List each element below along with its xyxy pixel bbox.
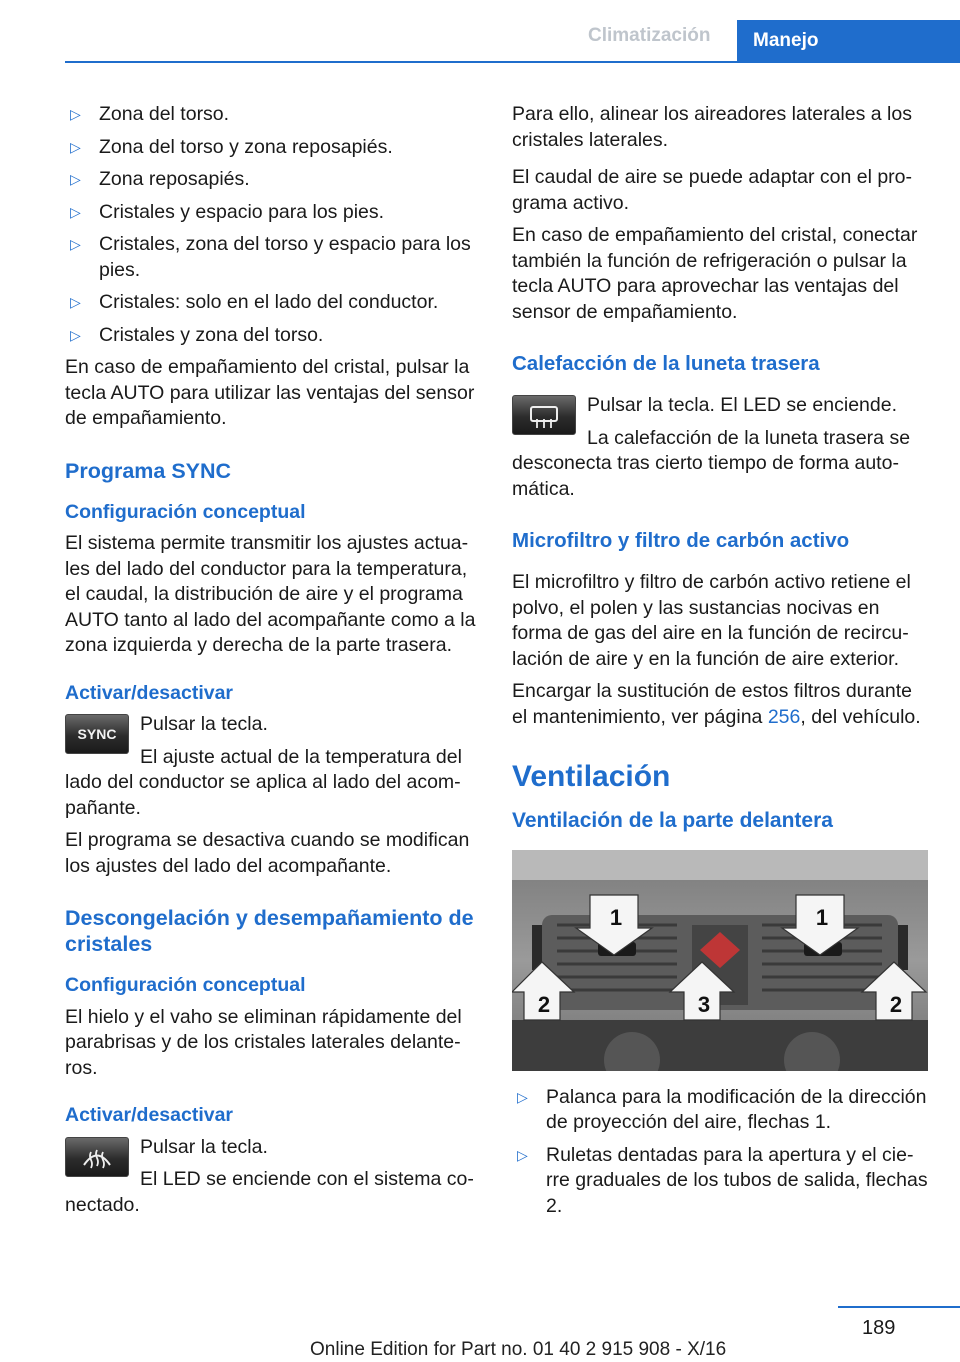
subheading-concept: Configuración conceptual xyxy=(65,500,306,523)
paragraph: En caso de empañamiento del cristal, conectar también la función de refrigeración o pulsar la tecla AUTO para aprovechar las ventajas del sensor de empañamiento. xyxy=(512,224,918,323)
front-vents-photo xyxy=(512,850,928,1071)
figure-label-1: 1 xyxy=(815,904,829,930)
paragraph: Pulsar la tecla. xyxy=(140,713,268,735)
figure-label-2: 2 xyxy=(889,991,903,1017)
paragraph: El sistema permite transmitir los ajustes actuales del lado del conductor para la temperatura, el caudal, la distribución de aire y el programa AUTO tanto al lado del acompañante como a la zona izquierda y derecha de la parte trasera. xyxy=(65,532,476,656)
list-item: ▷ Zona reposapiés. xyxy=(65,167,480,193)
list-item: ▷ Cristales y zona del torso. xyxy=(65,323,480,349)
paragraph: El programa se desactiva cuando se modifican los ajustes del lado del acompañante. xyxy=(65,829,470,877)
figure-label-3: 3 xyxy=(697,991,711,1017)
triangle-bullet-icon: ▷ xyxy=(70,171,81,187)
defrost-instruction xyxy=(65,1135,480,1219)
page-number: 189 xyxy=(862,1317,896,1339)
list-item: ▷ Cristales, zona del torso y espacio para los pies. xyxy=(70,233,471,281)
list-item: ▷ Ruletas dentadas para la apertura y el cierre graduales de los tubos de salida, flechas 2. xyxy=(517,1143,928,1217)
triangle-bullet-icon: ▷ xyxy=(70,294,81,310)
heading-defrost: Descongelación y desempañamiento de cristales xyxy=(65,906,474,956)
paragraph: El LED se enciende con el sistema conectado. xyxy=(65,1168,474,1216)
left-column xyxy=(65,102,480,1225)
heading-ventilation: Ventilación xyxy=(512,760,671,793)
list-item: ▷ Palanca para la modificación de la dirección de proyección del aire, flechas 1. xyxy=(517,1085,927,1133)
footer-rule xyxy=(0,1306,960,1308)
paragraph: Para ello, alinear los aireadores laterales a los cristales laterales. xyxy=(512,103,912,151)
paragraph: El hielo y el vaho se eliminan rápidamente del parabrisas y de los cristales laterales delanteros. xyxy=(65,1005,462,1079)
list-item: ▷ Zona del torso y zona reposapiés. xyxy=(65,135,480,161)
subheading-toggle: Activar/desactivar xyxy=(65,681,234,704)
list-item: ▷ Zona del torso. xyxy=(65,102,480,128)
rear-window-heating-icon xyxy=(512,395,576,435)
heading-front-ventilation: Ventilación de la parte delantera xyxy=(512,808,833,832)
triangle-bullet-icon: ▷ xyxy=(70,138,81,155)
figure-label-2: 2 xyxy=(537,991,551,1017)
paragraph: Pulsar la tecla. xyxy=(140,1135,268,1158)
airflow-zone-list xyxy=(65,102,480,348)
subheading-concept: Configuración conceptual xyxy=(65,974,306,996)
paragraph: En caso de empañamiento del cristal, pulsar la tecla AUTO para utilizar las ventajas del sensor de empañamiento. xyxy=(65,356,475,429)
triangle-bullet-icon: ▷ xyxy=(517,1146,528,1163)
list-item: ▷ Cristales y espacio para los pies. xyxy=(65,200,480,226)
chapter-tab: Manejo xyxy=(737,20,960,62)
page-reference-link[interactable]: 256 xyxy=(767,705,801,728)
triangle-bullet-icon: ▷ xyxy=(70,203,81,220)
figure-label-1: 1 xyxy=(609,904,623,930)
heading-sync: Programa SYNC xyxy=(65,458,232,483)
sync-instruction xyxy=(65,712,480,821)
triangle-bullet-icon: ▷ xyxy=(70,326,81,343)
heading-rear-window: Calefacción de la luneta trasera xyxy=(512,352,820,375)
subheading-toggle: Activar/desactivar xyxy=(65,1104,234,1126)
vent-control-list xyxy=(512,1085,928,1220)
heading-filter: Microfiltro y filtro de carbón activo xyxy=(512,529,850,552)
paragraph: El caudal de aire se puede adaptar con el programa activo. xyxy=(512,166,913,214)
rear-defrost-instruction xyxy=(512,393,928,502)
paragraph: El microfiltro y filtro de carbón activo retiene el polvo, el polen y las sustancias nocivas en forma de gas del aire en la función de recirculación de aire y en la función de aire exterior. xyxy=(512,571,911,670)
sync-button-icon: SYNC xyxy=(65,714,129,754)
paragraph: Encargar la sustitución de estos filtros durante el mantenimiento, ver página 256, del vehículo. xyxy=(512,680,921,728)
triangle-bullet-icon: ▷ xyxy=(70,236,81,252)
section-tab: Climatización xyxy=(588,25,711,46)
right-column xyxy=(512,102,928,1226)
windshield-defrost-icon xyxy=(65,1137,129,1177)
header-rule xyxy=(65,61,960,63)
paragraph: La calefacción de la luneta trasera se desconecta tras cierto tiempo de forma automática. xyxy=(512,426,911,500)
triangle-bullet-icon: ▷ xyxy=(517,1088,528,1105)
paragraph: El ajuste actual de la temperatura del lado del conductor se aplica al lado del acompañante. xyxy=(65,745,462,819)
triangle-bullet-icon: ▷ xyxy=(70,106,81,122)
edition-footer: Online Edition for Part no. 01 40 2 915 908 - X/16 xyxy=(310,1339,727,1360)
list-item: ▷ Cristales: solo en el lado del conductor. xyxy=(65,290,480,316)
paragraph: Pulsar la tecla. El LED se enciende. xyxy=(587,394,898,416)
